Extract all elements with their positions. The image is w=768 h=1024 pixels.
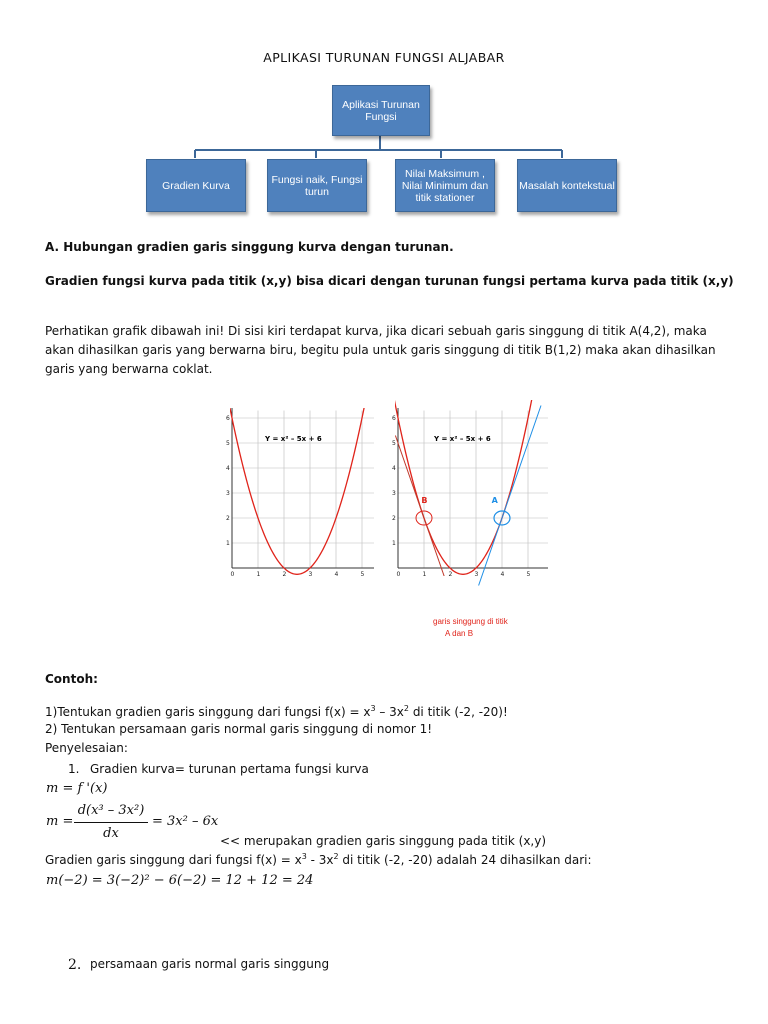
diagram-node-gradien: Gradien Kurva	[146, 159, 246, 212]
x-tick-label: 3	[308, 571, 313, 578]
graph-figure	[210, 400, 560, 650]
step-2-text: persamaan garis normal garis singgung	[90, 957, 330, 971]
q1-mid: – 3x	[375, 705, 404, 719]
diagram-node-masalah: Masalah kontekstual	[517, 159, 617, 212]
y-tick-label: 2	[226, 515, 230, 522]
bold-paragraph: Gradien fungsi kurva pada titik (x,y) bisa dicari dengan turunan fungsi pertama kurva pada titik (x,y)	[45, 274, 734, 288]
y-tick-label: 4	[392, 465, 396, 472]
x-tick-label: 2	[282, 571, 287, 578]
tangent-line-a	[479, 406, 541, 586]
y-tick-label: 2	[392, 515, 396, 522]
step-1-number: 1.	[68, 762, 80, 776]
x-tick-label: 0	[230, 571, 235, 578]
equation-m-fprime: m = f '(x)	[46, 781, 108, 796]
step-2-number: 2.	[68, 957, 82, 973]
grad-text: Gradien garis singgung dari fungsi f(x) = x	[45, 853, 302, 867]
y-tick-label: 3	[392, 490, 396, 497]
y-tick-label: 5	[392, 440, 396, 447]
y-tick-label: 5	[226, 440, 230, 447]
step-1-text: Gradien kurva= turunan pertama fungsi kurva	[90, 762, 369, 776]
x-tick-label: 1	[422, 571, 427, 578]
left-equation-label: Y = x² – 5x + 6	[265, 435, 322, 443]
point-a-label: A	[491, 496, 498, 505]
point-b-label: B	[421, 496, 428, 505]
equation-numerator: d(x³ – 3x²)	[77, 803, 145, 818]
penyelesaian-label: Penyelesaian:	[45, 741, 128, 755]
question-1	[45, 704, 508, 719]
equation-rhs: = 3x² – 6x	[152, 814, 219, 829]
intro-paragraph: Perhatikan grafik dibawah ini! Di sisi kiri terdapat kurva, jika dicari sebuah garis singgung di titik A(4,2), maka akan dihasilkan garis yang berwarna biru, begitu pula untuk garis singgung di titik B(1,2) maka akan dihasilkan garis yang berwarna coklat.	[45, 324, 716, 376]
grad-post: di titik (-2, -20) adalah 24 dihasilkan dari:	[338, 853, 592, 867]
x-tick-label: 1	[256, 571, 261, 578]
q1-text: 1)Tentukan gradien garis singgung dari fungsi f(x) = x	[45, 705, 371, 719]
diagram-root-node: Aplikasi Turunan Fungsi	[332, 85, 430, 136]
graph-caption-line1: garis singgung di titik	[433, 617, 508, 626]
diagram-node-fungsi-naik: Fungsi naik, Fungsi turun	[267, 159, 367, 212]
x-tick-label: 4	[500, 571, 505, 578]
x-tick-label: 3	[474, 571, 479, 578]
grad-exp2: 2	[333, 852, 339, 861]
page-title: APLIKASI TURUNAN FUNGSI ALJABAR	[263, 50, 505, 65]
y-tick-label: 6	[392, 415, 396, 422]
tangent-line-b	[395, 436, 447, 586]
q1-exp2: 2	[403, 704, 409, 713]
equation-note: << merupakan gradien garis singgung pada titik (x,y)	[220, 834, 547, 848]
y-tick-label: 3	[226, 490, 230, 497]
q1-post: di titik (-2, -20)!	[409, 705, 508, 719]
right-equation-label: Y = x² – 5x + 6	[434, 435, 491, 443]
y-tick-label: 6	[226, 415, 230, 422]
x-tick-label: 5	[360, 571, 365, 578]
contoh-heading: Contoh:	[45, 672, 98, 686]
left-parabola	[224, 400, 377, 574]
section-a-heading: A. Hubungan gradien garis singgung kurva dengan turunan.	[45, 240, 454, 254]
y-tick-label: 4	[226, 465, 230, 472]
x-tick-label: 4	[334, 571, 339, 578]
gradient-sentence	[45, 852, 592, 867]
grad-exp1: 3	[301, 852, 307, 861]
q1-exp1: 3	[370, 704, 376, 713]
y-tick-label: 1	[226, 540, 230, 547]
equation-m-minus2: m(−2) = 3(−2)² − 6(−2) = 12 + 12 = 24	[46, 873, 314, 888]
diagram-node-nilai-maks: Nilai Maksimum , Nilai Minimum dan titik stationer	[395, 159, 495, 212]
fraction-bar	[74, 822, 148, 823]
equation-denominator: dx	[103, 826, 119, 841]
grad-mid: - 3x	[306, 853, 334, 867]
x-tick-label: 2	[448, 571, 453, 578]
x-tick-label: 0	[396, 571, 401, 578]
left-graph-axes	[232, 408, 374, 568]
equation-m-lhs: m =	[46, 814, 74, 829]
x-tick-label: 5	[526, 571, 531, 578]
y-tick-label: 1	[392, 540, 396, 547]
question-2: 2) Tentukan persamaan garis normal garis singgung di nomor 1!	[45, 722, 433, 736]
graph-caption-line2: A dan B	[445, 629, 474, 638]
